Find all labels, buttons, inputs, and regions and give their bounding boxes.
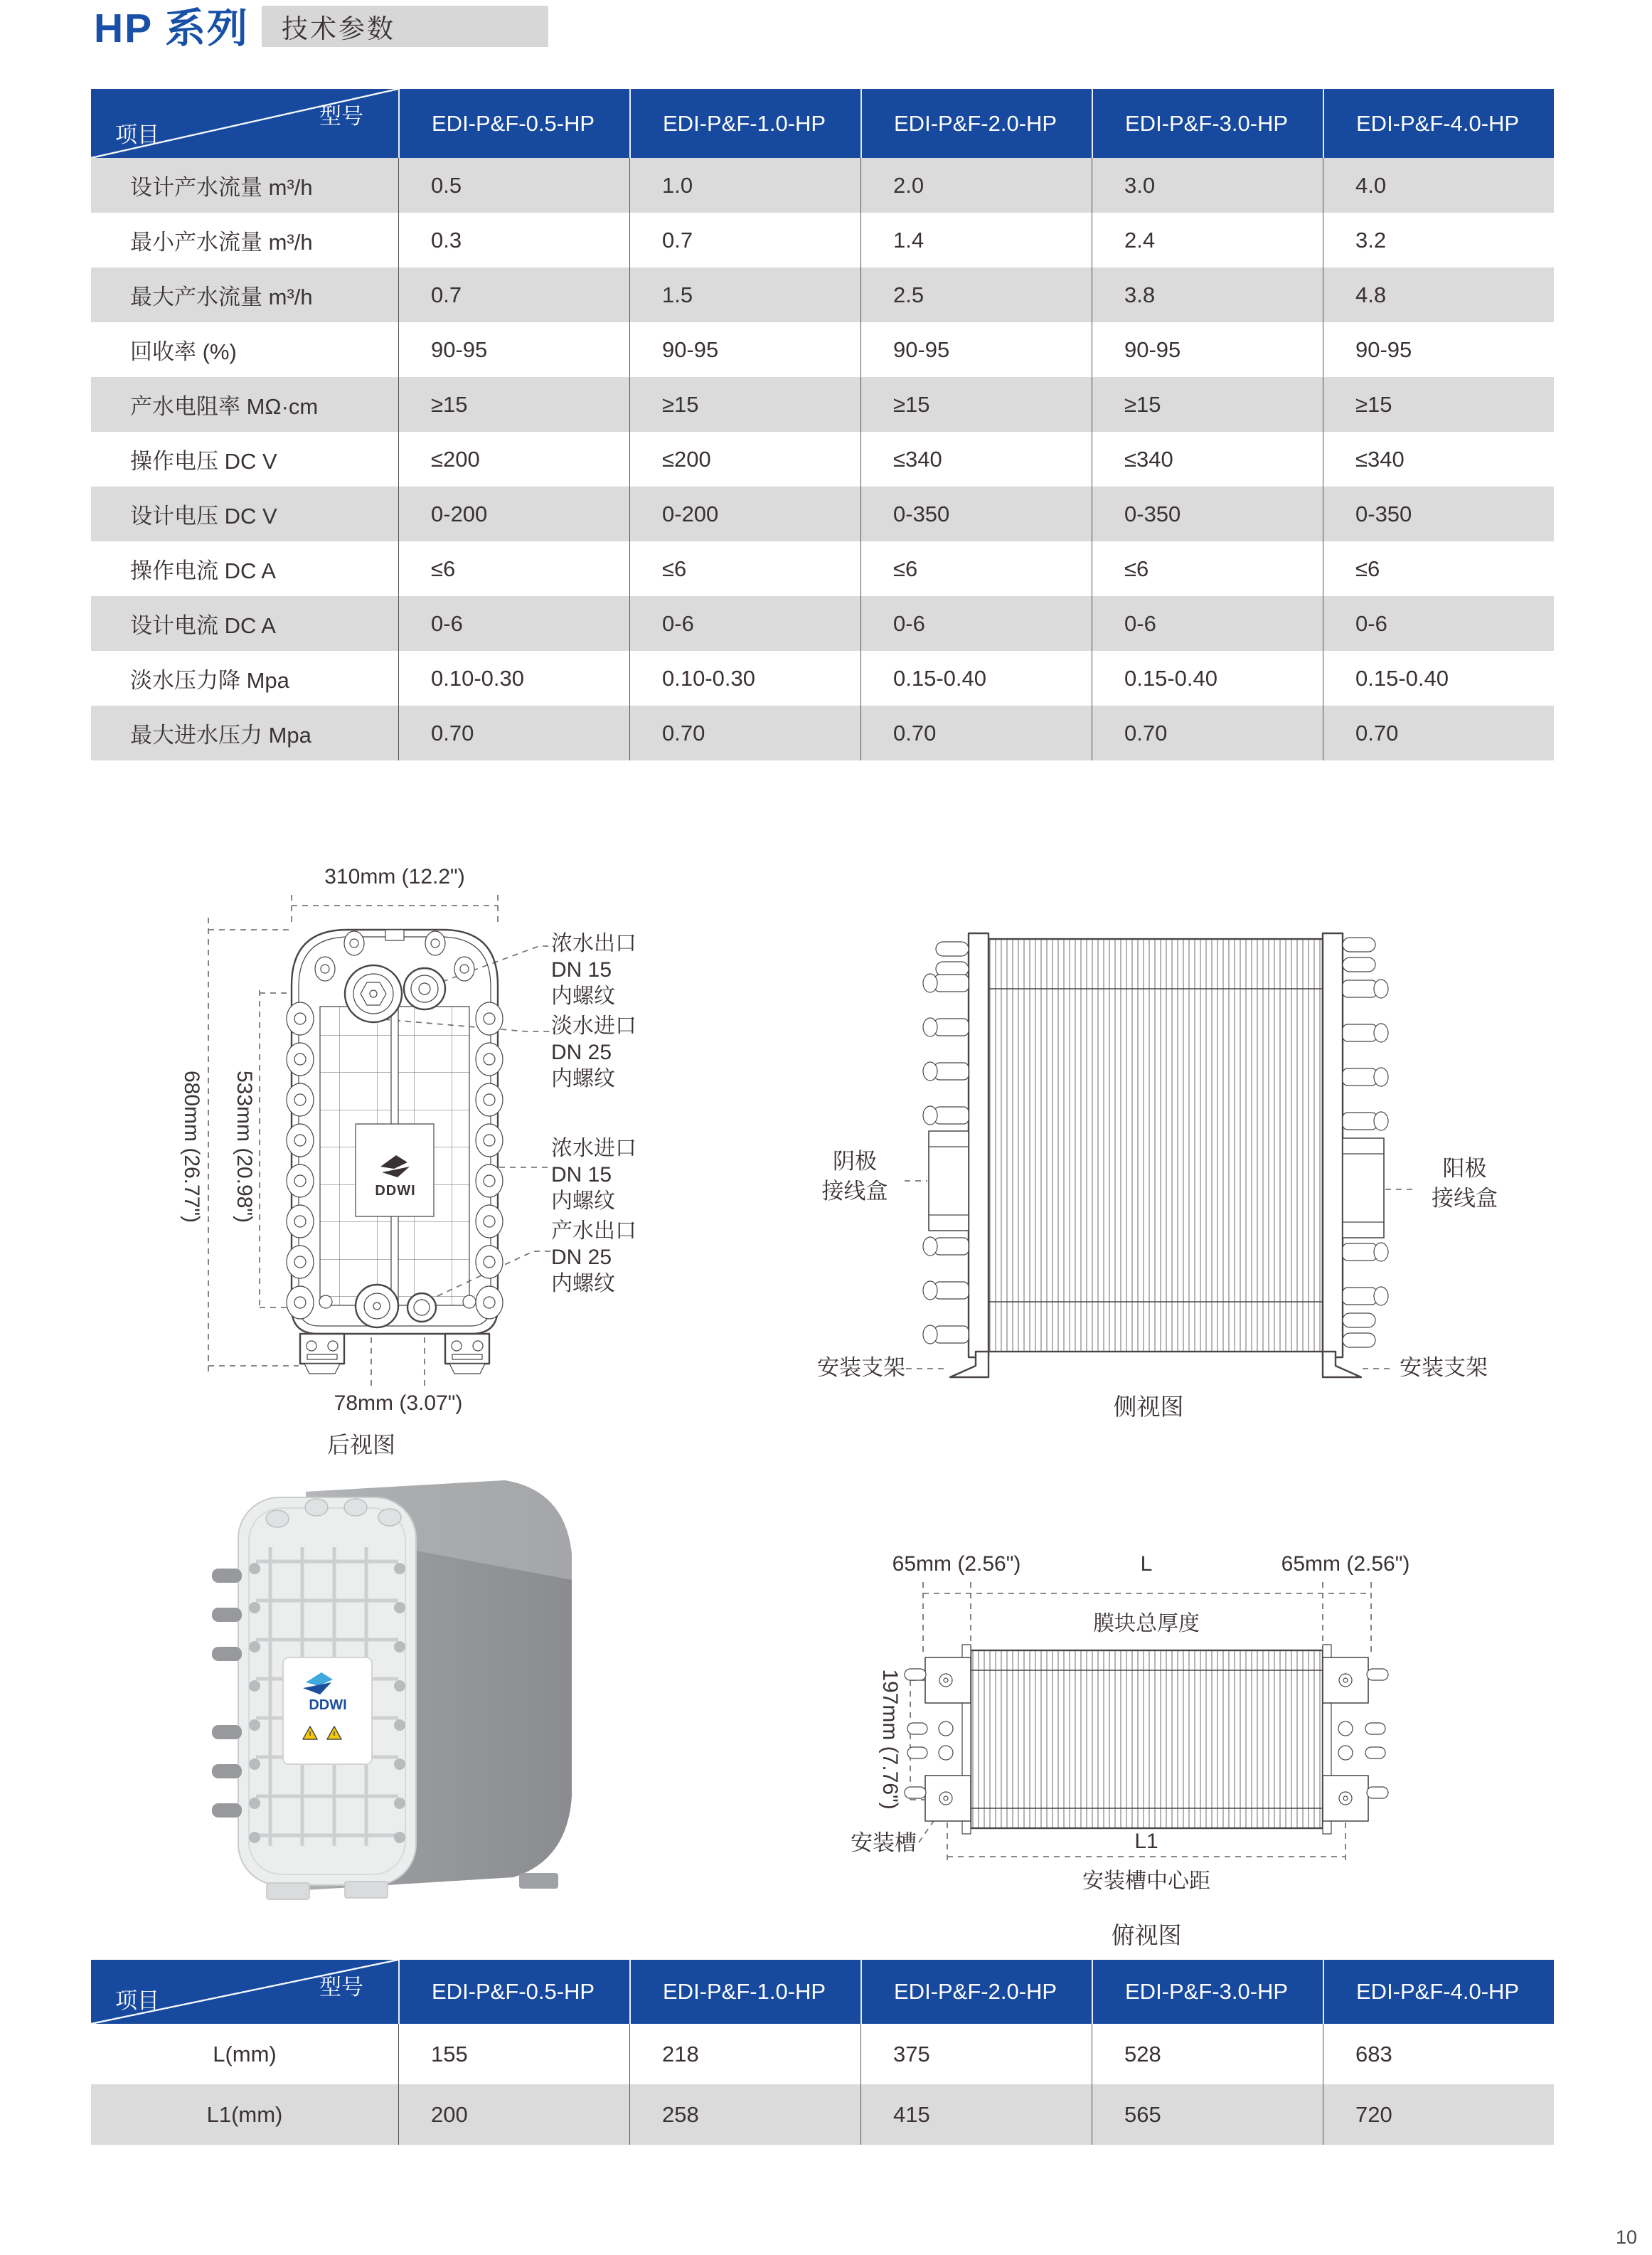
value-cell: ≥15: [1323, 377, 1554, 432]
table-row: [91, 432, 1554, 487]
value-cell: 415: [860, 2084, 1092, 2145]
product-photo: [199, 1462, 597, 1899]
row-label: 淡水压力降 Mpa: [130, 668, 289, 693]
table-body: [91, 158, 1554, 760]
thickness-label: 膜块总厚度: [1093, 1612, 1200, 1635]
value-cell: 0.70: [629, 706, 860, 760]
corner-cell: [91, 1960, 398, 2024]
port-name: 浓水出口: [551, 932, 636, 955]
table-row: [91, 377, 1554, 432]
port-size: DN 15: [551, 958, 612, 982]
row-label: 设计电压 DC V: [130, 504, 277, 529]
table-row: [91, 322, 1554, 377]
value-cell: 258: [629, 2084, 860, 2145]
spec-table: [91, 89, 1554, 760]
value-cell: 0.70: [860, 706, 1092, 760]
value-cell: 0.70: [398, 706, 629, 760]
slot-label: 安装槽: [851, 1830, 917, 1855]
port-name: 淡水进口: [551, 1014, 636, 1038]
bracket-label-left: 安装支架: [817, 1355, 905, 1380]
cathode-box-label: [809, 1147, 900, 1206]
top-view-caption: 俯视图: [1111, 1922, 1182, 1948]
value-cell: ≤6: [398, 541, 629, 596]
value-cell: 0.7: [398, 267, 629, 322]
port-size: DN 15: [551, 1163, 612, 1187]
page-title: HP 系列: [94, 6, 249, 51]
value-cell: 1.0: [629, 158, 860, 213]
value-cell: 90-95: [1092, 322, 1323, 377]
column-header: EDI-P&F-3.0-HP: [1092, 1960, 1323, 2024]
table-row: [91, 2084, 1554, 2145]
ddwi-logo-text: DDWI: [375, 1183, 416, 1199]
row-label: 回收率 (%): [130, 339, 237, 364]
port-size: DN 25: [551, 1041, 612, 1064]
value-cell: ≤6: [629, 541, 860, 596]
row-label: L(mm): [213, 2041, 277, 2066]
value-cell: ≥15: [1092, 377, 1323, 432]
dim-65-left: 65mm (2.56"): [892, 1552, 1021, 1576]
cathode-line2: 接线盒: [821, 1179, 888, 1204]
port-name: 浓水进口: [551, 1137, 636, 1160]
value-cell: 0-6: [1092, 596, 1323, 651]
anode-line1: 阳极: [1442, 1156, 1487, 1181]
value-cell: ≤340: [1323, 432, 1554, 487]
value-cell: 4.8: [1323, 267, 1554, 322]
dim-length-L: L: [1140, 1552, 1153, 1576]
row-label: 最大进水压力 Mpa: [130, 723, 311, 748]
table-row: [91, 158, 1554, 213]
value-cell: ≥15: [398, 377, 629, 432]
value-cell: 90-95: [1323, 322, 1554, 377]
value-cell: 375: [860, 2024, 1092, 2084]
value-cell: 683: [1323, 2024, 1554, 2084]
value-cell: 0-350: [1323, 487, 1554, 541]
corner-item-label: 项目: [115, 122, 159, 147]
port-label-concentrate-in: [551, 1135, 679, 1214]
table-row: [91, 267, 1554, 322]
column-header: EDI-P&F-1.0-HP: [629, 1960, 860, 2024]
anode-line2: 接线盒: [1432, 1186, 1498, 1211]
column-header: EDI-P&F-0.5-HP: [398, 1960, 629, 2024]
table-row: [91, 651, 1554, 706]
value-cell: 0-350: [1092, 487, 1323, 541]
column-header: EDI-P&F-2.0-HP: [860, 1960, 1092, 2024]
value-cell: 0.15-0.40: [1323, 651, 1554, 706]
dim-L1: L1: [1134, 1830, 1158, 1853]
row-label: 最大产水流量 m³/h: [130, 285, 313, 309]
side-view-caption: 侧视图: [1113, 1394, 1184, 1420]
dim-65-right: 65mm (2.56"): [1281, 1552, 1410, 1576]
table-header-row: [91, 89, 1554, 158]
value-cell: 2.4: [1092, 213, 1323, 267]
value-cell: ≤6: [860, 541, 1092, 596]
dims-table: [91, 1960, 1554, 2145]
table-row: [91, 487, 1554, 541]
port-label-product-out: [551, 1218, 679, 1297]
value-cell: 155: [398, 2024, 629, 2084]
value-cell: 0-6: [629, 596, 860, 651]
value-cell: 720: [1323, 2084, 1554, 2145]
port-label-dilute-in: [551, 1013, 679, 1092]
port-thread: 内螺纹: [551, 1272, 615, 1295]
top-body: [962, 1645, 1331, 1834]
row-label: 产水电阻率 MΩ·cm: [130, 394, 319, 419]
corner-item-label: 项目: [115, 1988, 159, 2013]
value-cell: 0.10-0.30: [398, 651, 629, 706]
table-row: [91, 706, 1554, 760]
value-cell: 4.0: [1323, 158, 1554, 213]
table-header-row: [91, 1960, 1554, 2024]
value-cell: 218: [629, 2024, 860, 2084]
value-cell: 0-350: [860, 487, 1092, 541]
bracket-label-right: 安装支架: [1400, 1355, 1488, 1380]
value-cell: ≤200: [629, 432, 860, 487]
corner-model-label: 型号: [319, 104, 363, 129]
row-label: 设计产水流量 m³/h: [130, 175, 313, 200]
value-cell: 90-95: [629, 322, 860, 377]
row-label: 设计电流 DC A: [130, 613, 276, 638]
port-name: 产水出口: [551, 1219, 636, 1243]
table-row: [91, 541, 1554, 596]
value-cell: ≤6: [1323, 541, 1554, 596]
column-header: EDI-P&F-2.0-HP: [860, 89, 1092, 158]
value-cell: 3.8: [1092, 267, 1323, 322]
value-cell: 0.10-0.30: [629, 651, 860, 706]
row-label: 操作电流 DC A: [130, 558, 276, 583]
side-feet: [950, 1352, 1361, 1377]
port-thread: 内螺纹: [551, 1189, 615, 1213]
row-label: 操作电压 DC V: [130, 449, 277, 474]
value-cell: 528: [1092, 2024, 1323, 2084]
slot-distance-label: 安装槽中心距: [1082, 1869, 1210, 1893]
photo-logo-text: DDWI: [309, 1697, 347, 1713]
column-header: EDI-P&F-1.0-HP: [629, 89, 860, 158]
corner-cell: [91, 89, 398, 158]
value-cell: 90-95: [398, 322, 629, 377]
value-cell: ≤6: [1092, 541, 1323, 596]
anode-box-label: [1417, 1154, 1513, 1214]
page-number: 10: [1616, 2227, 1638, 2248]
value-cell: 565: [1092, 2084, 1323, 2145]
top-view-diagram: [839, 1522, 1437, 1906]
value-cell: 0.15-0.40: [1092, 651, 1323, 706]
subtitle-bar: [262, 6, 548, 47]
column-header: EDI-P&F-3.0-HP: [1092, 89, 1323, 158]
value-cell: ≤200: [398, 432, 629, 487]
value-cell: 0-200: [398, 487, 629, 541]
mount-feet: [300, 1334, 489, 1374]
corner-model-label: 型号: [319, 1975, 363, 2000]
value-cell: 3.2: [1323, 213, 1554, 267]
value-cell: 0-200: [629, 487, 860, 541]
dim-width: 310mm (12.2"): [324, 865, 465, 888]
plate-nameplate: [356, 1124, 434, 1216]
value-cell: ≥15: [860, 377, 1092, 432]
table-body: [91, 2024, 1554, 2145]
product-nameplate: [283, 1657, 372, 1764]
rear-view-diagram: [78, 811, 818, 1465]
value-cell: 2.0: [860, 158, 1092, 213]
side-view-diagram: [896, 918, 1437, 1408]
rear-view-caption: 后视图: [326, 1432, 396, 1458]
side-body: [969, 933, 1343, 1357]
dim-height-inner: 533mm (20.98"): [233, 1070, 256, 1224]
value-cell: 3.0: [1092, 158, 1323, 213]
value-cell: 0-6: [860, 596, 1092, 651]
port-thread: 内螺纹: [551, 1067, 615, 1091]
port-label-concentrate-out: [551, 930, 679, 1009]
value-cell: 1.5: [629, 267, 860, 322]
value-cell: 0.7: [629, 213, 860, 267]
column-header: EDI-P&F-4.0-HP: [1323, 89, 1554, 158]
value-cell: ≤340: [860, 432, 1092, 487]
table-row: [91, 596, 1554, 651]
value-cell: 200: [398, 2084, 629, 2145]
dim-feet: 78mm (3.07"): [334, 1391, 463, 1415]
value-cell: 90-95: [860, 322, 1092, 377]
row-label: L1(mm): [206, 2101, 283, 2127]
value-cell: 0.70: [1323, 706, 1554, 760]
value-cell: 0.15-0.40: [860, 651, 1092, 706]
cathode-line1: 阴极: [833, 1149, 877, 1174]
column-header: EDI-P&F-4.0-HP: [1323, 1960, 1554, 2024]
value-cell: 0.3: [398, 213, 629, 267]
port-thread: 内螺纹: [551, 985, 615, 1008]
value-cell: 0-6: [398, 596, 629, 651]
value-cell: 0-6: [1323, 596, 1554, 651]
value-cell: 0.70: [1092, 706, 1323, 760]
table-row: [91, 213, 1554, 267]
subtitle-text: 技术参数: [282, 14, 395, 43]
dim-height-outer: 680mm (26.77"): [180, 1070, 203, 1224]
port-size: DN 25: [551, 1246, 612, 1269]
table-row: [91, 2024, 1554, 2084]
column-header: EDI-P&F-0.5-HP: [398, 89, 629, 158]
value-cell: 1.4: [860, 213, 1092, 267]
value-cell: 2.5: [860, 267, 1092, 322]
value-cell: 0.5: [398, 158, 629, 213]
value-cell: ≤340: [1092, 432, 1323, 487]
row-label: 最小产水流量 m³/h: [130, 230, 313, 255]
value-cell: ≥15: [629, 377, 860, 432]
dim-depth: 197mm (7.76"): [878, 1669, 902, 1810]
